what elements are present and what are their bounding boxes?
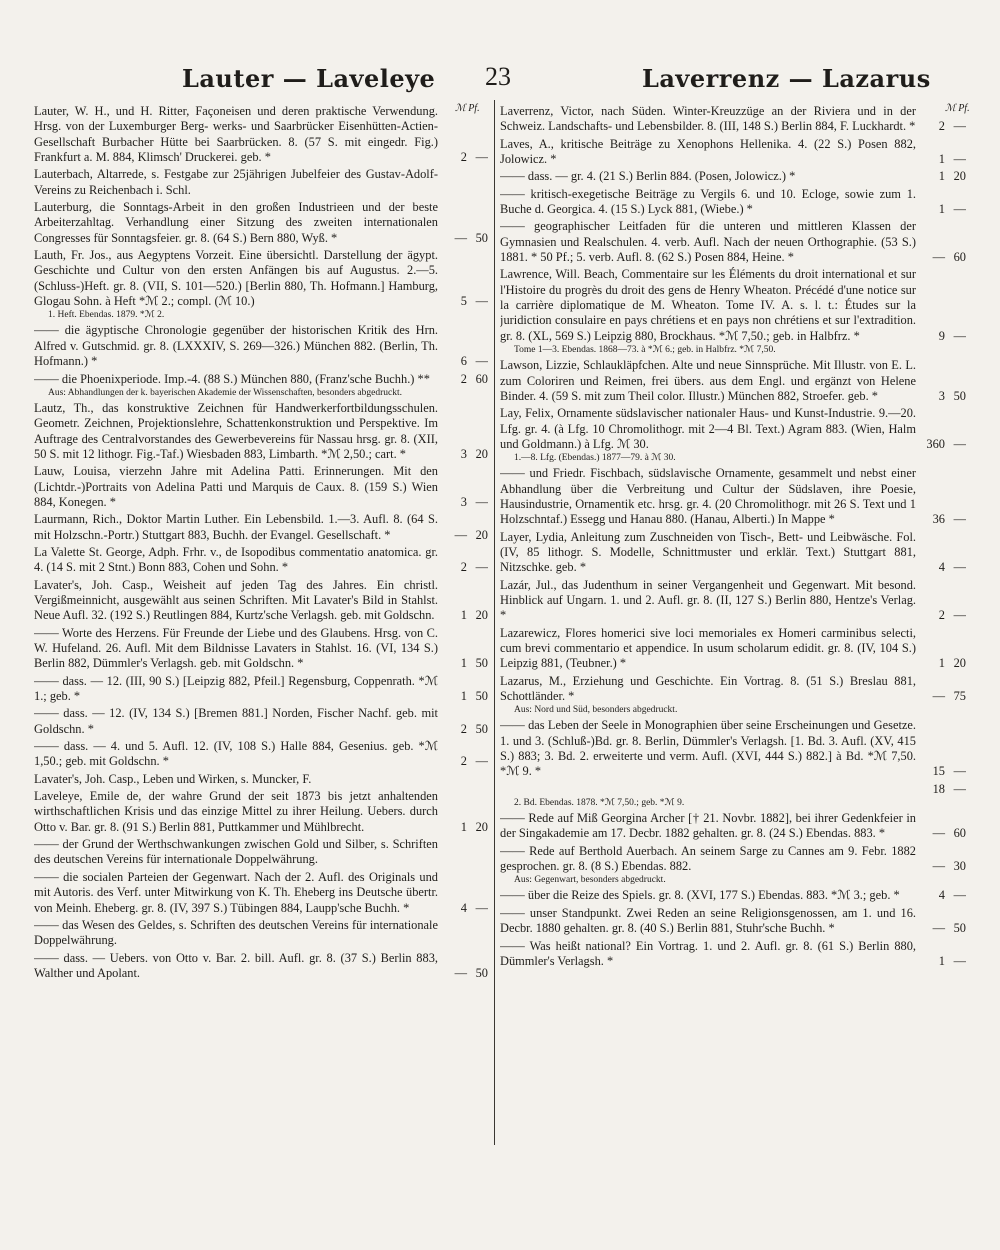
entry-text: Lauterbach, Altarrede, s. Festgabe zur 25jährigen Jubelfeier des Gustav-Adolf-Vereins zu Reichenbach i. Schl. bbox=[34, 167, 438, 197]
entry-price bbox=[920, 202, 966, 217]
price-pfennig: 50 bbox=[475, 230, 488, 245]
entry-text: Laurmann, Rich., Doktor Martin Luther. Ein Lebensbild. 1.—3. Aufl. 8. (64 S. mit Holzschn.-Portr.) Stuttgart 883, Buchh. der Evangel. Gesellschaft. * bbox=[34, 512, 438, 542]
price-pfennig: 50 bbox=[475, 965, 488, 980]
entry-text: Lazarewicz, Flores homerici sive loci memoriales ex Homeri carminibus selecti, cum brevi commentario et appendice. In usum scholarum edidit. gr. 8. (IV, 104 S.) Leipzig 881, (Teubner.) * bbox=[500, 625, 916, 671]
entry-text: —— die Phoenixperiode. Imp.-4. (88 S.) München 880, (Franz'sche Buchh.) ** bbox=[34, 371, 430, 386]
bibliography-entry bbox=[500, 844, 966, 887]
price-pfennig: — bbox=[475, 150, 488, 165]
entry-price bbox=[442, 528, 488, 543]
price-mark: — bbox=[932, 250, 945, 265]
entry-text: Laves, A., kritische Beiträge zu Xenophons Hellenika. 4. (22 S.) Posen 882, Jolowicz. * bbox=[500, 136, 916, 167]
entry-text: —— Rede auf Miß Georgina Archer [† 21. Novbr. 1882], bei ihrer Gedenkfeier in der Singakademie am 17. Decbr. 1882 gehalten. gr. 8. (24 S.) Ebendas. 883. * bbox=[500, 811, 916, 841]
entry-price bbox=[442, 656, 488, 671]
price-pfennig: 60 bbox=[953, 826, 966, 841]
bibliography-entry bbox=[500, 626, 966, 672]
price-pfennig: — bbox=[475, 560, 488, 575]
entry-price bbox=[442, 372, 488, 387]
price-pfennig: 60 bbox=[475, 371, 488, 386]
entry-price bbox=[920, 169, 966, 184]
price-mark: 4 bbox=[938, 888, 945, 903]
price-mark: 2 bbox=[460, 560, 467, 575]
entry-price bbox=[442, 772, 488, 787]
entry-note: Aus: Nord und Süd, besonders abgedruckt. bbox=[514, 705, 678, 716]
price-pfennig: 50 bbox=[475, 656, 488, 671]
price-mark: 4 bbox=[938, 560, 945, 575]
column-divider bbox=[494, 100, 495, 1145]
bibliography-entry bbox=[500, 466, 966, 527]
entry-price bbox=[442, 294, 488, 309]
entry-note: 1. Heft. Ebendas. 1879. *ℳ 2. bbox=[48, 310, 165, 321]
price-mark: 360 bbox=[926, 436, 945, 451]
price-mark: 2 bbox=[938, 119, 945, 134]
entry-text: —— das Leben der Seele in Monographien über seine Erscheinungen und Gesetze. 1. und 3. (Schluß-)Bd. gr. 8. Berlin, Dümmler's Verlagsh. [1. Bd. 3. Aufl. (XV, 415 S.) 883; 3. Bd. 2. erweiterte und verm. Aufl. (XVI, 444 S.) 882.] à Bd. *ℳ 7,50. *ℳ 9. * bbox=[500, 718, 916, 779]
price-mark: 1 bbox=[460, 819, 467, 834]
entry-price bbox=[920, 608, 966, 623]
entry-text: —— das Wesen des Geldes, s. Schriften des deutschen Vereins für internationale Doppelwährung. bbox=[34, 917, 438, 948]
price-pfennig: 50 bbox=[475, 721, 488, 736]
entry-text: —— dass. — 12. (III, 90 S.) [Leipzig 882, Pfeil.] Regensburg, Coppenrath. *ℳ 1.; geb. * bbox=[34, 673, 438, 704]
entry-text: —— die socialen Parteien der Gegenwart. Nach der 2. Aufl. des Originals und mit Autoris. des Verf. unter Mitwirkung von K. Th. Eheberg ins Deutsche übertr. von Meinh. Eheberg. gr. 8. (IV, 397 S.) Tübingen 884, Laupp'sche Buchh. * bbox=[34, 869, 438, 915]
entry-price bbox=[442, 495, 488, 510]
bibliography-entry bbox=[500, 406, 966, 464]
entry-price bbox=[442, 608, 488, 623]
price-mark: 1 bbox=[938, 656, 945, 671]
entry-price bbox=[442, 689, 488, 704]
entry-text: —— und Friedr. Fischbach, südslavische Ornamente, gesammelt und nebst einer Abhandlung über die Verbreitung und Cultur der Südslaven, ihre Poesie, Hausindustrie, Ornamentik etc. hrsg. gr. 4. (20 Chromolithogr. mit 26 S. Text und 1 Holzschntaf.) Essegg und Hanau 880. (Hanau, Alberti.) In Mappe * bbox=[500, 466, 916, 527]
entry-price bbox=[442, 820, 488, 835]
price-pfennig: — bbox=[953, 152, 966, 167]
entry-text: Lazár, Jul., das Judenthum in seiner Vergangenheit und Gegenwart. Mit besond. Hinblick auf Ungarn. 1. und 2. Aufl. gr. 8. (II, 127 S.) Berlin 880, Hentze's Verlag. * bbox=[500, 577, 916, 623]
price-mark: — bbox=[932, 826, 945, 841]
price-pfennig: — bbox=[475, 354, 488, 369]
bibliography-entry bbox=[500, 939, 966, 970]
entry-price bbox=[920, 921, 966, 936]
price-mark: 1 bbox=[938, 152, 945, 167]
right-column bbox=[500, 104, 966, 1146]
price-mark: — bbox=[454, 230, 467, 245]
bibliography-entry bbox=[34, 401, 488, 462]
entry-text: Lautz, Th., das konstruktive Zeichnen für Handwerkerfortbildungsschulen. Geometr. Zeichnen, Projektionslehre, Schattenkonstruktion und Perspektive. Im Auftrage des Centralvorstandes des Gewerbevereins für Nassau hrsg. gr. 8. (XII, 50 S. mit 12 lithogr. Fig.-Taf.) Wiesbaden 883, Limbarth. *ℳ 2,50.; cart. * bbox=[34, 400, 438, 461]
entry-text: —— geographischer Leitfaden für die unteren und mittleren Klassen der Gymnasien und Realschulen. 4. verb. Aufl. Nach der neuen Orthographie. (53 S.) 1881. * 50 Pf.; 5. verb. Aufl. 8. (62 S.) Posen 884, Heine. * bbox=[500, 219, 916, 265]
entry-price bbox=[442, 722, 488, 737]
bibliography-entry bbox=[500, 137, 966, 168]
price-mark: 6 bbox=[460, 354, 467, 369]
entry-price bbox=[442, 231, 488, 246]
entry-text: Lavater's, Joh. Casp., Weisheit auf jeden Tag des Jahres. Ein christl. Vergißmeinnicht, ausgewählt aus seinen Schriften. Mit Lavater's Bild in Stahlst. Neue Aufl. 32. (192 S.) Reutlingen 884, Kurtz'sche Verlagsh. geb. mit Goldschn. bbox=[34, 577, 438, 623]
price-mark: — bbox=[454, 527, 467, 542]
entry-price bbox=[920, 782, 966, 797]
price-pfennig: 60 bbox=[953, 250, 966, 265]
entry-text: —— der Grund der Werthschwankungen zwischen Gold und Silber, s. Schriften des deutschen Vereins für internationale Doppelwährung. bbox=[34, 837, 438, 867]
bibliography-entry bbox=[500, 674, 966, 717]
bibliography-entry bbox=[34, 918, 488, 949]
bibliography-entry bbox=[500, 811, 966, 842]
entry-text: Lawrence, Will. Beach, Commentaire sur les Éléments du droit international et sur l'Histoire du progrès du droit des gens de Henry Wheaton. Précédé d'une notice sur la carrière diplomatique de M. Wheaton. Tome IV. A. s. l. t.: Études sur la juridiction consulaire en pays chrétiens et en pays non chrétiens et sur l'extradition. gr. 8. (XL, 569 S.) Leipzig 880, Brockhaus. *ℳ 7,50.; geb. in Halbfrz. * bbox=[500, 267, 916, 343]
page-header bbox=[0, 58, 1000, 98]
bibliography-entry bbox=[34, 578, 488, 624]
left-column bbox=[34, 104, 488, 1146]
price-pfennig: — bbox=[953, 328, 966, 343]
price-mark: 36 bbox=[932, 512, 945, 527]
bibliography-entry bbox=[500, 187, 966, 218]
price-mark: 2 bbox=[460, 150, 467, 165]
entry-text: —— kritisch-exegetische Beiträge zu Vergils 6. und 10. Ecloge, sowie zum 1. Buche d. Georgica. 4. (15 S.) Lyck 881, (Wiebe.) * bbox=[500, 186, 916, 217]
price-unit-header-right: ℳ Pf. bbox=[945, 103, 970, 114]
price-mark: 2 bbox=[460, 371, 467, 386]
entry-price bbox=[442, 150, 488, 165]
entry-text: —— unser Standpunkt. Zwei Reden an seine Religionsgenossen, am 1. und 16. Decbr. 1880 gehalten. gr. 8. (40 S.) Berlin 881, Stuhr'sche Buchh. * bbox=[500, 905, 916, 936]
entry-note: Aus: Gegenwart, besonders abgedruckt. bbox=[514, 875, 666, 886]
bibliography-entry bbox=[34, 706, 488, 737]
bibliography-entry bbox=[34, 674, 488, 705]
bibliography-entry bbox=[34, 545, 488, 576]
bibliography-entry bbox=[34, 323, 488, 369]
bibliography-entry bbox=[34, 104, 488, 165]
price-unit-header-left: ℳ Pf. bbox=[455, 103, 480, 114]
bibliography-entry bbox=[34, 951, 488, 982]
price-pfennig: — bbox=[953, 953, 966, 968]
bibliography-entry bbox=[500, 358, 966, 404]
price-pfennig: 50 bbox=[953, 921, 966, 936]
entry-text: Lay, Felix, Ornamente südslavischer nationaler Haus- und Kunst-Industrie. 9.—20. Lfg. gr. 4. (à Lfg. 10 Chromolithogr. mit 2—4 Bl. Text.) Agram 883. (Wien, Halm und Goldmann.) à Lfg. ℳ 30. bbox=[500, 406, 916, 451]
price-mark: 4 bbox=[460, 900, 467, 915]
price-pfennig: 50 bbox=[953, 388, 966, 403]
price-pfennig: 20 bbox=[475, 527, 488, 542]
entry-price bbox=[920, 329, 966, 344]
bibliography-entry bbox=[500, 782, 966, 809]
price-mark: — bbox=[454, 965, 467, 980]
entry-price bbox=[920, 954, 966, 969]
page-number: 23 bbox=[485, 62, 511, 91]
entry-text: —— Rede auf Berthold Auerbach. An seinem Sarge zu Cannes am 9. Febr. 1882 gesprochen. gr. 8. (8 S.) Ebendas. 882. bbox=[500, 843, 916, 874]
bibliography-entry bbox=[500, 888, 966, 903]
entry-price bbox=[442, 183, 488, 198]
price-pfennig: — bbox=[953, 888, 966, 903]
price-mark: 15 bbox=[932, 764, 945, 779]
entry-text: —— dass. — 12. (IV, 134 S.) [Bremen 881.] Norden, Fischer Nachf. geb. mit Goldschn. * bbox=[34, 706, 438, 736]
entry-text: —— Worte des Herzens. Für Freunde der Liebe und des Glaubens. Hrsg. von C. W. Hufeland. 26. Aufl. Mit dem Bildnisse Lavaters in Stahlst. 16. (VI, 134 S.) Berlin 882, Dümmler's Verlagsh. geb. mit Goldschn. * bbox=[34, 625, 438, 671]
bibliography-entry bbox=[34, 739, 488, 770]
entry-price bbox=[920, 389, 966, 404]
entry-note: Aus: Abhandlungen der k. bayerischen Akademie der Wissenschaften, besonders abgedruckt. bbox=[48, 387, 403, 398]
bibliography-entry bbox=[500, 530, 966, 576]
bibliography-entry bbox=[34, 870, 488, 916]
bibliography-entry bbox=[34, 200, 488, 246]
entry-text: —— dass. — gr. 4. (21 S.) Berlin 884. (Posen, Jolowicz.) * bbox=[500, 169, 796, 184]
price-pfennig: — bbox=[953, 202, 966, 217]
price-pfennig: 20 bbox=[475, 819, 488, 834]
entry-text: Lawson, Lizzie, Schlaukläpfchen. Alte und neue Sinnsprüche. Mit Illustr. von E. L. zum Coloriren und Reimen, frei übers. aus dem Engl. und ergänzt von Helene Binder. 4. (59 S. mit zum Theil color. Illustr.) München 882, Stroefer. geb. * bbox=[500, 358, 916, 403]
price-pfennig: — bbox=[953, 512, 966, 527]
entry-text: —— dass. — Uebers. von Otto v. Bar. 2. bill. Aufl. gr. 8. (37 S.) Berlin 883, Walther und Apolant. bbox=[34, 950, 438, 980]
price-pfennig: 50 bbox=[475, 689, 488, 704]
entry-price bbox=[920, 119, 966, 134]
entry-text: Laveleye, Emile de, der wahre Grund der seit 1873 bis jetzt anhaltenden wirthschaftlichen Krisis und das einzige Mittel zu ihrer Heilung. Uebers. durch Otto v. Bar. gr. 8. (91 S.) Berlin 881, Puttkammer und Mühlbrecht. bbox=[34, 789, 438, 834]
bibliography-entry bbox=[34, 772, 488, 787]
entry-price bbox=[442, 933, 488, 948]
price-pfennig: — bbox=[953, 436, 966, 451]
price-pfennig: 20 bbox=[475, 608, 488, 623]
price-pfennig: 75 bbox=[953, 689, 966, 704]
entry-price bbox=[442, 754, 488, 769]
entry-price bbox=[442, 560, 488, 575]
price-mark: 3 bbox=[938, 388, 945, 403]
price-pfennig: — bbox=[953, 119, 966, 134]
price-pfennig: — bbox=[475, 900, 488, 915]
bibliography-entry bbox=[500, 219, 966, 265]
entry-price bbox=[920, 689, 966, 704]
entry-price bbox=[920, 764, 966, 779]
bibliography-entry bbox=[34, 248, 488, 321]
bibliography-entry bbox=[500, 169, 966, 184]
price-mark: 1 bbox=[460, 608, 467, 623]
bibliography-entry bbox=[500, 104, 966, 135]
entry-price bbox=[442, 852, 488, 867]
bibliography-entry bbox=[500, 267, 966, 356]
price-pfennig: — bbox=[475, 294, 488, 309]
price-mark: 3 bbox=[460, 446, 467, 461]
price-pfennig: — bbox=[953, 560, 966, 575]
price-mark: — bbox=[932, 921, 945, 936]
bibliography-entry bbox=[34, 167, 488, 198]
price-mark: 2 bbox=[460, 721, 467, 736]
bibliography-entry bbox=[34, 372, 488, 399]
bibliography-entry bbox=[34, 626, 488, 672]
entry-price bbox=[442, 354, 488, 369]
entry-price bbox=[442, 447, 488, 462]
entry-text: Laverrenz, Victor, nach Süden. Winter-Kreuzzüge an der Riviera und in der Schweiz. Landschafts- und Lebensbilder. 8. (III, 148 S.) Berlin 884, F. Luckhardt. * bbox=[500, 104, 916, 134]
entry-price bbox=[920, 888, 966, 903]
price-pfennig: — bbox=[953, 608, 966, 623]
entry-price bbox=[920, 656, 966, 671]
entry-text: —— die ägyptische Chronologie gegenüber der historischen Kritik des Hrn. Alfred v. Gutschmid. gr. 8. (LXXXIV, S. 269—326.) München 882. (Berlin, Th. Hofmann.) * bbox=[34, 323, 438, 369]
price-pfennig: — bbox=[953, 781, 966, 796]
bibliography-entry bbox=[500, 578, 966, 624]
entry-price bbox=[920, 512, 966, 527]
entry-note: 2. Bd. Ebendas. 1878. *ℳ 7,50.; geb. *ℳ 9. bbox=[514, 798, 685, 809]
entry-text: Lavater's, Joh. Casp., Leben und Wirken, s. Muncker, F. bbox=[34, 771, 312, 786]
price-mark: — bbox=[932, 689, 945, 704]
entry-price bbox=[920, 826, 966, 841]
bibliography-entry bbox=[34, 512, 488, 543]
price-mark: 5 bbox=[460, 294, 467, 309]
price-mark: 1 bbox=[460, 656, 467, 671]
bibliography-entry bbox=[34, 464, 488, 510]
price-mark: 18 bbox=[932, 781, 945, 796]
entry-price bbox=[920, 250, 966, 265]
entry-text: Lauth, Fr. Jos., aus Aegyptens Vorzeit. Eine übersichtl. Darstellung der ägypt. Geschichte und Cultur von den ersten Anfängen bis auf Augustus. 2.—5. (Schluss-)Heft. gr. 8. (VII, S. 101—520.) [Berlin 880, Th. Hofmann.] Hamburg, Glogau Sohn. à Heft *ℳ 2.; compl. (ℳ 10.) bbox=[34, 248, 438, 309]
entry-price bbox=[920, 437, 966, 452]
price-mark: 2 bbox=[460, 754, 467, 769]
price-mark: 2 bbox=[938, 608, 945, 623]
price-mark: 9 bbox=[938, 328, 945, 343]
bibliography-entry bbox=[34, 837, 488, 868]
entry-price bbox=[442, 901, 488, 916]
entry-text: —— dass. — 4. und 5. Aufl. 12. (IV, 108 S.) Halle 884, Gesenius. geb. *ℳ 1,50.; geb. mit Goldschn. * bbox=[34, 739, 438, 769]
bibliography-entry bbox=[500, 906, 966, 937]
price-pfennig: 20 bbox=[953, 169, 966, 184]
entry-text: Lazarus, M., Erziehung und Geschichte. Ein Vortrag. 8. (51 S.) Breslau 881, Schottländer. * bbox=[500, 673, 916, 704]
entry-price bbox=[920, 859, 966, 874]
entry-text: Lauter, W. H., und H. Ritter, Façoneisen und deren praktische Verwendung. Hrsg. von der Luxemburger Berg- werks- und Saarbrücker Eisenhütten-Actien-Gesellschaft Burbacher Hütte bei Saarbrücken. 8. (57 S. mit eingedr. Fig.) Frankfurt a. M. 884, Klimsch' Druckerei. geb. * bbox=[34, 104, 438, 165]
bibliography-entry bbox=[500, 718, 966, 779]
entry-price bbox=[920, 152, 966, 167]
price-mark: 1 bbox=[938, 202, 945, 217]
price-pfennig: 20 bbox=[475, 446, 488, 461]
entry-price bbox=[442, 966, 488, 981]
entry-price bbox=[920, 560, 966, 575]
entry-note: 1.—8. Lfg. (Ebendas.) 1877—79. à ℳ 30. bbox=[514, 453, 676, 464]
entry-text: Lauw, Louisa, vierzehn Jahre mit Adelina Patti. Erinnerungen. Mit den (Lichtdr.-)Portraits von Adelina Patti und Marquis de Caux. 8. (159 S.) Wien 884, Konegen. * bbox=[34, 464, 438, 509]
entry-text: —— über die Reize des Spiels. gr. 8. (XVI, 177 S.) Ebendas. 883. *ℳ 3.; geb. * bbox=[500, 888, 900, 903]
price-pfennig: — bbox=[475, 494, 488, 509]
price-pfennig: — bbox=[953, 764, 966, 779]
entry-text: Lauterburg, die Sonntags-Arbeit in den großen Industrieen und der beste Arbeiterzahltag. Verhandlung einer Sitzung des zweiten internationalen Congresses für Sonntagsfeier. gr. 8. (64 S.) Bern 880, Wyß. * bbox=[34, 200, 438, 245]
running-head-right: Laverrenz — Lazarus bbox=[642, 64, 931, 93]
price-mark: — bbox=[932, 859, 945, 874]
price-pfennig: 30 bbox=[953, 859, 966, 874]
entry-text: —— Was heißt national? Ein Vortrag. 1. und 2. Aufl. gr. 8. (61 S.) Berlin 880, Dümmler's Verlagsh. * bbox=[500, 938, 916, 968]
price-mark: 3 bbox=[460, 494, 467, 509]
entry-text: La Valette St. George, Adph. Frhr. v., de Isopodibus commentatio anatomica. gr. 4. (14 S. mit 2 Stnt.) Bonn 883, Cohen und Sohn. * bbox=[34, 544, 438, 575]
price-mark: 1 bbox=[460, 689, 467, 704]
price-pfennig: — bbox=[475, 754, 488, 769]
price-mark: 1 bbox=[938, 953, 945, 968]
entry-text bbox=[500, 782, 916, 797]
bibliography-entry bbox=[34, 789, 488, 835]
entry-note: Tome 1—3. Ebendas. 1868—73. à *ℳ 6.; geb. in Halbfrz. *ℳ 7,50. bbox=[514, 345, 776, 356]
running-head-left: Lauter — Laveleye bbox=[182, 64, 436, 93]
entry-text: Layer, Lydia, Anleitung zum Zuschneiden von Tisch-, Bett- und Leibwäsche. Fol. (IV, 85 lithogr. S. Modelle, Schnittmuster und erklär. Text.) Stuttgart 881, Nitzschke. geb. * bbox=[500, 529, 916, 575]
price-pfennig: 20 bbox=[953, 656, 966, 671]
price-mark: 1 bbox=[938, 169, 945, 184]
